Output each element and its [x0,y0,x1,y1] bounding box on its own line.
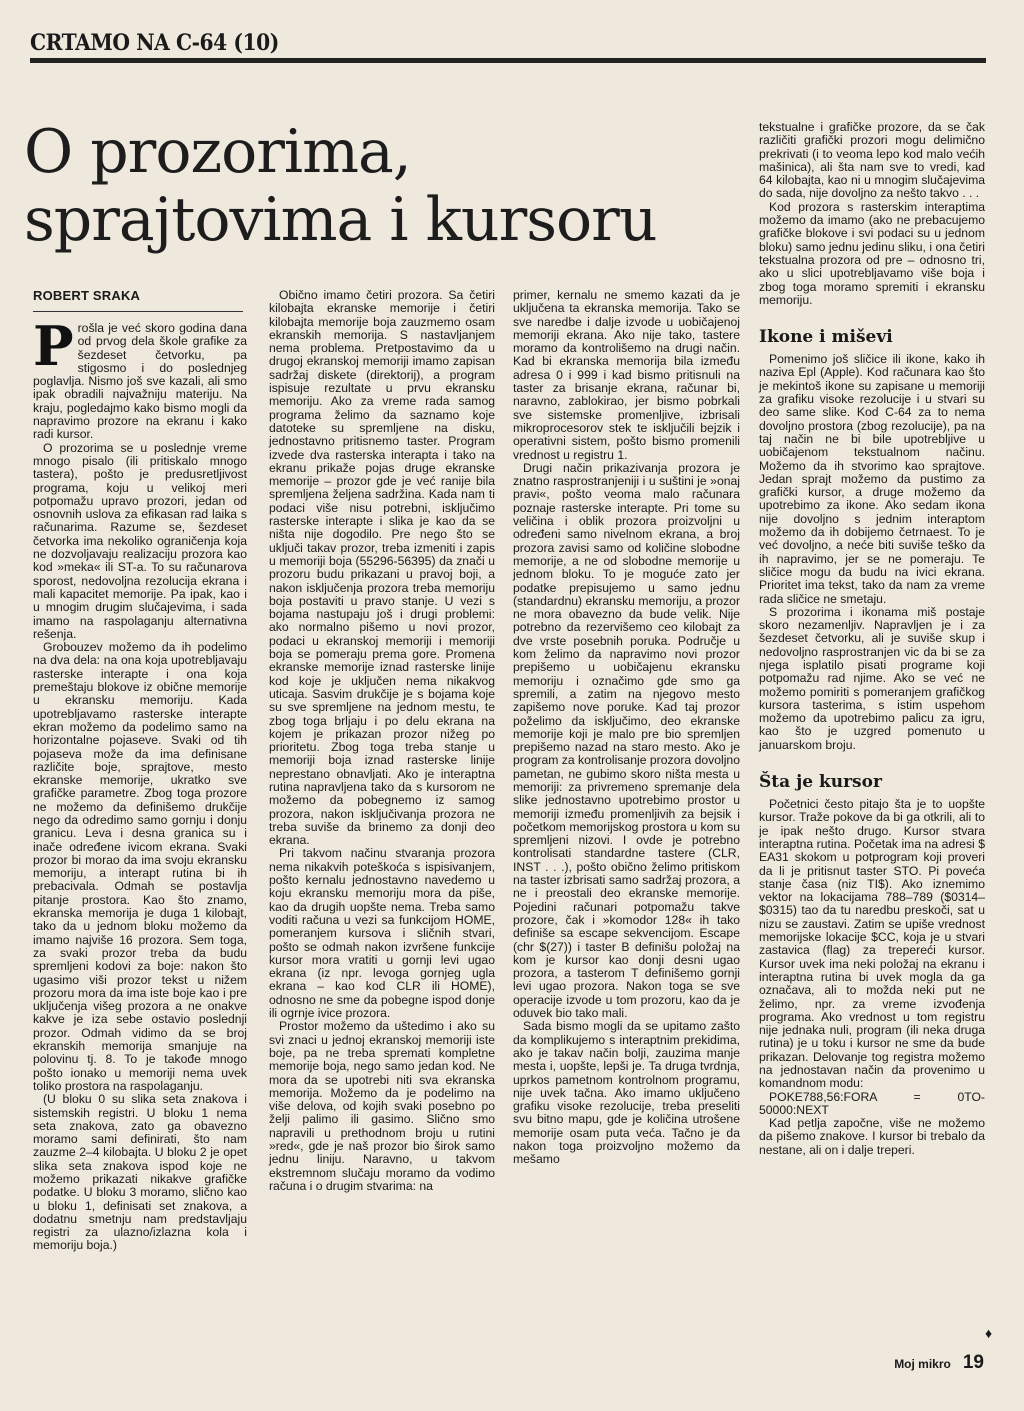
page-footer [894,1352,984,1374]
headline-line-1: O prozorima, [24,117,411,187]
paragraph: S prozorima i ikonama miš postaje skoro nezamenljiv. Napravljen je i za šezdeset četvorku, ali je suviše skup i nedovoljno rasprostranjen vic da bi se za njega isplatilo pisati programe koji potpomažu rad njime. Ako se već ne možemo pomiriti s pomeranjem grafičkog kursora tasterima, s istim uspehom možemo da upotrebimo palicu za igru, kao što je uzgred pomenuto u januarskom broju. [759,604,985,752]
column-2 [269,289,495,1193]
paragraph: O prozorima se u poslednje vreme mnogo pisalo (ili pritiskalo mnogo tastera), pošto je predusretljivost programa, koju u velikoj meri potpomažu upravo prozori, jedan od osnovnih uslova za efikasan rad laika s računarima. Razume se, šezdeset četvorka ima nekoliko ograničenja koja ne dozvoljavaju realizaciju prozora kao kod »meka« ili ST-a. To su računarova sporost, nedovoljna rezolucija ekrana i mali kapacitet memorije. Pa ipak, kao i u mnogim drugim slučajevima, i sada imamo na raspolaganju alternativna rešenja. [33,440,247,641]
column-3 [513,289,740,1167]
magazine-name: Moj mikro [894,1357,951,1371]
column-4 [759,121,985,1157]
paragraph: Kod prozora s rasterskim interaptima možemo da imamo (ako ne prebacujemo grafičke blokove i svi podaci su u jednom bloku) samo jednu jedinu sliku, i ona četiri tekstualna prozora od pre – odnosno tri, ako u slici upotrebljavamo više boja i zbog toga moramo spremiti i ekransku memoriju. [759,199,985,307]
column-1 [33,314,247,1253]
page-number: 19 [962,1352,984,1373]
paragraph: Obično imamo četiri prozora. Sa četiri kilobajta ekranske memorije i četiri kilobajta memorije boja zauzmemo osam ekranskih memorija. S nastavljanjem nema problema. Pretpostavimo da u drugoj ekranskoj memoriji imamo zapisan sadržaj diskete (direktorij), a program ispisuje rezultate u prvu ekransku memoriju. Ako za vreme rada samog programa želimo da saznamo koje datoteke su spremljene na disku, jednostavno pritisnemo taster. Program izvede dva rasterska interapta i tako na ekranu prikaže pojas druge ekranske memorije – prozor gde je već ranije bila spremljena željena sadržina. Kada nam ti podaci više nisu potrebni, isključimo rasterske interapte i slika je kao da se ništa nije dogodilo. Pre nego što se uključi takav prozor, treba izmeniti i zapis u memoriji boja (55296-56395) da znači u prozoru budu prikazani u pravoj boji, a nakon isključenja prozora treba memoriju boja postaviti u pravo stanje. U vezi s bojama nastupaju još i drugi problemi: ako normalno pišemo u novi prozor, podaci u ekranskoj memoriji i memoriji boja se pomeraju prema gore. Promena ekranske memorije iznad rasterske linije kod koje je uključen nema nikakvog uticaja. Sasvim drukčije je s bojama koje su sve spremljene na jednom mestu, te zbog toga brljaju i po delu ekrana na kojem je prikazan prozor nižeg po prioritetu. Zbog toga treba stanje u memoriji boja iznad rasterske linije neprestano obnavljati. Ako je interaptna rutina napravljena tako da s kursorom ne možemo da pobegnemo iz samog prozora, nakon isključivanja prozora ne treba suviše da brinemo za donji deo ekrana. [269,288,495,848]
subheading-cursor: Šta je kursor [759,772,882,793]
subheading-icons-mice: Ikone i miševi [759,327,893,348]
paragraph: Kad petlja započne, više ne možemo da pišemo znakove. I kursor bi trebalo da nestane, ali on i dalje treperi. [759,1116,985,1157]
paragraph-text: rošla je već skoro godina dana od prvog dela škole grafike za šezdeset četvorku, pa stigosmo i do poslednjeg poglavlja. Nismo još sve kazali, ali smo ipak obradili najvažniju materiju. Na kraju, pogledajmo kako bismo mogli da napravimo prozore na ekranu i kako radi kursor. [33,321,247,442]
paragraph: Pomenimo još sličice ili ikone, kako ih naziva Epl (Apple). Kod računara kao što je mekintoš ikone su zapisane u memoriji za grafiku visoke rezolucije i u stvari su deo same slike. Kod C-64 za to nema dovoljno prostora (zbog rezolucije), pa na taj način ne bi bile upotrebljive u uobičajenom tekstualnom načinu. Možemo da ih stvorimo kao sprajtove. Jedan sprajt možemo da pustimo za grafički kursor, a druge možemo da upotrebimo za ikone. Ako sedam ikona nije dovoljno s jednim interaptom možemo da ih dobijemo četrnaest. To je već dovoljno, a neće biti suviše teško da ih napravimo, jer se ne pomeraju. Te sličice mogu da budu na ivici ekrana. Prioritet ima tekst, tako da nam za vreme rada sličice ne smetaju. [759,352,985,606]
paragraph: Prostor možemo da uštedimo i ako su svi znaci u jednoj ekranskoj memoriji iste boje, pa ne treba spremati kompletne memorije boja, nego samo jedan kod. Ne mora da se upotrebi niti sva ekranska memorija. Možemo da je podelimo na više delova, od kojih svaki posebno po želji palimo ili gasimo. Slično smo napravili u prethodnom broju u rutini »red«, gde je naš prozor bio širok samo jednu liniju. Naravno, u takvom ekstremnom slučaju moramo da vodimo računa i o drugim stvarima: na [269,1019,495,1193]
paragraph: Početnici često pitajo šta je to uopšte kursor. Traže pokove da bi ga otkrili, ali to je ipak nešto drugo. Kursor stvara interaptna rutina. Početak ima na adresi $ EA31 skokom u potprogram koji proveri da li je pritisnut taster STO. Pi poveća stanje časa (niz TI$). Ako iznemimo vektor na lokacijama 788–789 ($0314–$0315) tao da tu naredbu preskoči, sat u nizu se zaustavi. Zatim se upiše vrednost memorijske lokacije $CC, koja je u stvari zastavica (flag) za trepereći kursor. Kursor uvek ima neki položaj na ekranu i interaptna rutina bi uvek mogla da ga označava, ali to možda neki put ne želimo, npr. za vreme izvođenja programa. Ako vrednost u tom registru nije jednaka nuli, program (ili neka druga rutina) je u toku i kursor ne sme da bude prikazan. Delovanje tog registra možemo na jednostavan način da provenimo u komandnom modu: [759,797,985,1091]
paragraph: Grobouzev možemo da ih podelimo na dva dela: na ona koja upotrebljavaju rasterske interapte i ona koja premeštaju blokove iz obične memorije u ekransku memoriju. Kada upotrebljavamo rasterske interapte ekran možemo da podelimo samo na horizontalne pojaseve. Svaki od tih pojaseva može da ima definisane različite boje, sprajtove, mesto ekranske memorije, ukratko sve grafičke parametre. Zbog toga prozore ne možemo da definišemo drukčije nego da odredimo samo gornju i donju granicu. Leva i desna granica su i inače određene ivicom ekrana. Svaki prozor bi morao da ima svoju ekransku memoriju, a interapt rutina bi ih prebacivala. Odmah se postavlja pitanje prostora. Kao što znamo, ekranska memorija je duga 1 kilobajt, tako da u jednom bloku možemo da imamo najviše 16 prozora. Sem toga, za svaki prozor treba da budu spremljeni kodovi za boje: nakon što ugasimo viši prozor tekst u nižem prozoru mora da ima iste boje kao i pre uključenja višeg prozora a ne onakve kakve je iza sebe ostavio poslednji prozor. Odmah vidimo da se broj ekranskih memorija smanjuje na polovinu tj. 8. To je takođe mnogo pošto ionako u memoriji nema uvek toliko prostora na raspolaganju. [33,640,247,1093]
code-line: POKE788,56:FORA = 0TO-50000:NEXT [759,1089,985,1117]
paragraph: Sada bismo mogli da se upitamo zašto da komplikujemo s interaptnim prekidima, ako je takav način bolji, zauzima manje mesta i, uopšte, lepši je. Ta druga tvrdnja, uprkos pametnom kontrolnom programu, nije uvek tačna. Ako imamo uključeno grafiku visoke rezolucije, treba preseliti svu bitno mapu, gde je količina utrošene memorije osam puta veća. Tačno je da nakon toga proizvoljno možemo da mešamo [513,1019,740,1167]
continue-arrow-icon: ♦ [985,1325,993,1341]
series-title: CRTAMO NA C-64 (10) [30,28,283,58]
paragraph: primer, kernalu ne smemo kazati da je uključena ta ekranska memorija. Tako se sve naredbe i dalje izvode u uobičajenoj memoriji ekrana. Ako nije tako, tastere moramo da kontrolišemo na drugi način. Kad bi ekranska memorija bila između adresa 0 i 999 i kad bismo pritisnuli na taster za brisanje ekrana, računar bi, naravno, zablokirao, jer bismo pobrkali sve sistemske promenljive, izbrisali mikroprocesorov stek te isključili bejzik i operativni sistem, pošto bismo promenili vrednost u registru 1. [513,288,740,462]
drop-cap: P [33,314,74,378]
headline-line-2: sprajtovima i kursoru [24,185,657,255]
paragraph: tekstualne i grafičke prozore, da se čak različiti grafički prozori mogu delimično prekrivati (i to veoma lepo kod malo većih mašinica), ali šta nam sve to vredi, kad 64 kilobajta, kao ni u mnogim slučajevima do sada, nije dovoljno za nešto takvo . . . [759,120,985,201]
paragraph: Pri takvom načinu stvaranja prozora nema nikakvih poteškoća s ispisivanjem, pošto kernalu jednostavno navedemo u koju ekransku memoriju mora da piše, kao da drugih uopšte nema. Treba samo voditi računa u vezi sa funkcijom HOME, pomeranjem kursova i sličnih stvari, pošto se odmah nakon izvršene funkcije kursor mora vratiti u gornji levi ugao ekrana (iz npr. levoga gornjeg ugla ekrana – kao kod CLR ili HOME), odnosno ne sme da pobegne ispod donje ili ogrnje ivice prozora. [269,846,495,1021]
paragraph: Drugi način prikazivanja prozora je znatno rasprostranjeniji i u suštini je »onaj pravi«, pošto veoma malo računara poznaje rasterske interapte. Pri tome su veličina i oblik prozora proizvoljni u određeni samo nivelnom ekrana, a broj prozora zavisi samo od količine slobodne memorije, a ne od slobodne memorije u jednom bloku. To je moguće zato jer podatke prepisujemo u samo jednu (standardnu) ekransku memoriju, a prozor ne mora obavezno da bude velik. Nije potrebno da rezervišemo ceo kilobajt za dve vrste posebnih poruka. Područje u kom želimo da napravimo novi prozor prepišemo u uobičajenu ekransku memoriju i označimo gde smo ga spremili, a zatim na njegovo mesto zapišemo nove poruke. Kad taj prozor poželimo da isključimo, deo ekranske memorije koji je malo pre bio spremljen prepišemo nazad na staro mesto. Ako je program za kontrolisanje prozora dovoljno pametan, ne gubimo skoro ništa mesta u memoriji: za privremeno spremanje dela slike jednostavno upotrebimo prostor u memoriji između promenljivih za bejsik i početkom memorijskog prostora u kom su spremljeni nizovi. I ovde je potrebno kontrolisati standardne tastere (CLR, INST . . .), pošto obično želimo pritiskom na taster izbrisati samo sadržaj prozora, a ne i preostali deo ekranske memorije. Pojedini računari potpomažu takve prozore, čak i »komodor 128« ih tako definiše sa escape sekvencijom. Escape (chr $(27)) i taster B definišu položaj na kom je kursor kao donji desni ugao prozora, a tasterom T definišemo gornji levi ugao prozora. Nakon toga se sve operacije izvode u tom prozoru, kao da je oduvek bio tako mali. [513,460,740,1021]
paragraph: (U bloku 0 su slika seta znakova i sistemskih registri. U bloku 1 nema seta znakova, zato ga obavezno moramo sami definirati, što nam zauzme 2–4 kilobajta. U bloku 2 je opet slika seta znakova ispod koje ne možemo prikazati nikakve grafičke podatke. U bloku 3 moramo, slično kao u bloku 1, definisati set znakova, a dodatnu smetnju nam predstavljaju registri za ulazno/izlazna kola i memoriju boja.) [33,1092,247,1253]
author-byline: ROBERT SRAKA [33,288,243,312]
series-header [30,28,986,63]
article-headline [24,118,724,254]
intro-paragraph [33,314,247,442]
